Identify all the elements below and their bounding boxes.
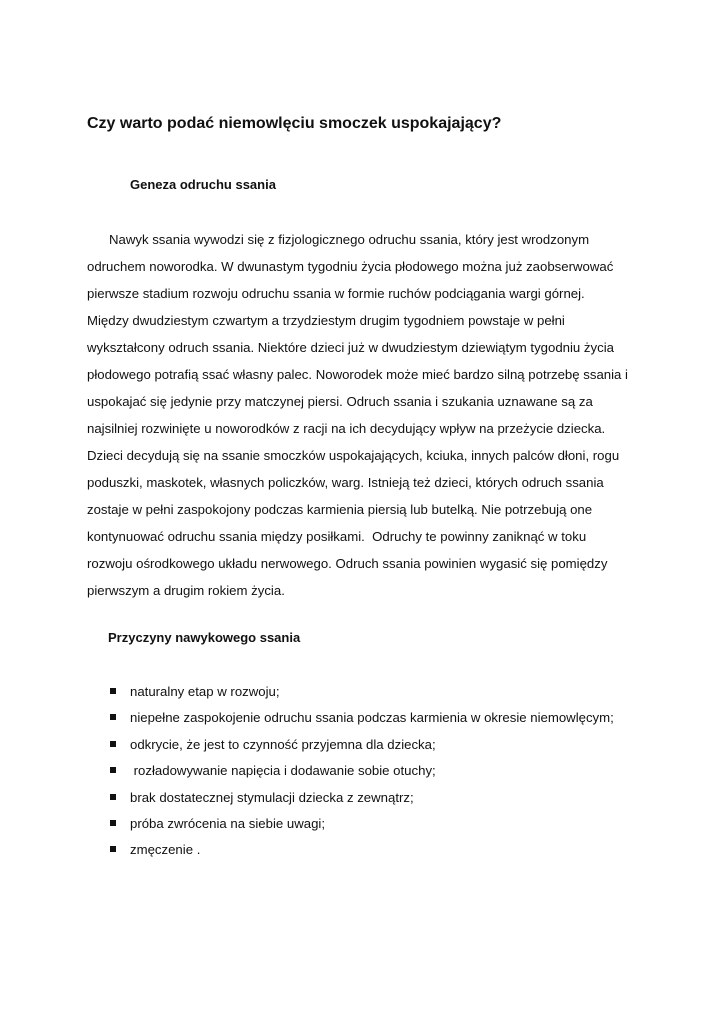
paragraph-line: zostaje w pełni zaspokojony podczas karmienia piersią lub butelką. Nie potrzebują one xyxy=(87,502,593,517)
list-item-text: rozładowywanie napięcia i dodawanie sobie otuchy; xyxy=(130,763,436,779)
paragraph-line: odruchem noworodka. W dwunastym tygodniu życia płodowego można już zaobserwować xyxy=(87,259,614,274)
document-title: Czy warto podać niemowlęciu smoczek uspokajający? xyxy=(87,115,502,132)
list-item-text: próba zwrócenia na siebie uwagi; xyxy=(130,815,325,831)
paragraph-line: płodowego potrafią ssać własny palec. Noworodek może mieć bardzo silną potrzebę ssania i xyxy=(87,367,628,382)
list-item xyxy=(109,761,614,787)
list-item xyxy=(109,708,614,734)
square-bullet-icon xyxy=(110,794,116,800)
paragraph-line: Nawyk ssania wywodzi się z fizjologicznego odruchu ssania, który jest wrodzonym xyxy=(87,232,590,247)
list-item xyxy=(109,814,614,840)
square-bullet-icon xyxy=(110,767,116,773)
square-bullet-icon xyxy=(110,846,116,852)
paragraph-line: pierwsze stadium rozwoju odruchu ssania w formie ruchów podciągania wargi górnej. xyxy=(87,286,585,301)
section-heading-causes: Przyczyny nawykowego ssania xyxy=(108,630,301,645)
paragraph-line: Dzieci decydują się na ssanie smoczków uspokajających, kciuka, innych palców dłoni, rogu xyxy=(87,448,620,463)
list-item xyxy=(109,735,614,761)
causes-list xyxy=(109,682,614,867)
section-heading-genesis: Geneza odruchu ssania xyxy=(130,177,276,192)
list-item-text: zmęczenie . xyxy=(130,842,201,858)
list-item xyxy=(109,788,614,814)
paragraph-line: kontynuować odruchu ssania między posiłkami. Odruchy te powinny zaniknąć w toku xyxy=(87,529,587,544)
list-item-text: odkrycie, że jest to czynność przyjemna dla dziecka; xyxy=(130,736,436,752)
square-bullet-icon xyxy=(110,741,116,747)
paragraph-line: rozwoju ośrodkowego układu nerwowego. Odruch ssania powinien wygasić się pomiędzy xyxy=(87,556,608,571)
list-item xyxy=(109,682,614,708)
square-bullet-icon xyxy=(110,714,116,720)
body-paragraph xyxy=(87,226,647,604)
paragraph-line: wykształcony odruch ssania. Niektóre dzieci już w dwudziestym dziewiątym tygodniu życia xyxy=(87,340,614,355)
paragraph-line: poduszki, maskotek, własnych policzków, warg. Istnieją też dzieci, których odruch ssania xyxy=(87,475,604,490)
list-item-text: niepełne zaspokojenie odruchu ssania podczas karmienia w okresie niemowlęcym; xyxy=(130,710,614,726)
square-bullet-icon xyxy=(110,688,116,694)
list-item xyxy=(109,840,614,866)
paragraph-line: pierwszym a drugim rokiem życia. xyxy=(87,583,285,598)
paragraph-line: uspokajać się jedynie przy matczynej piersi. Odruch ssania i szukania uznawane są za xyxy=(87,394,593,409)
paragraph-line: najsilniej rozwinięte u noworodków z racji na ich decydujący wpływ na przeżycie dziecka. xyxy=(87,421,606,436)
square-bullet-icon xyxy=(110,820,116,826)
list-item-text: brak dostatecznej stymulacji dziecka z zewnątrz; xyxy=(130,789,414,805)
paragraph-line: Między dwudziestym czwartym a trzydziestym drugim tygodniem powstaje w pełni xyxy=(87,313,565,328)
list-item-text: naturalny etap w rozwoju; xyxy=(130,684,280,699)
